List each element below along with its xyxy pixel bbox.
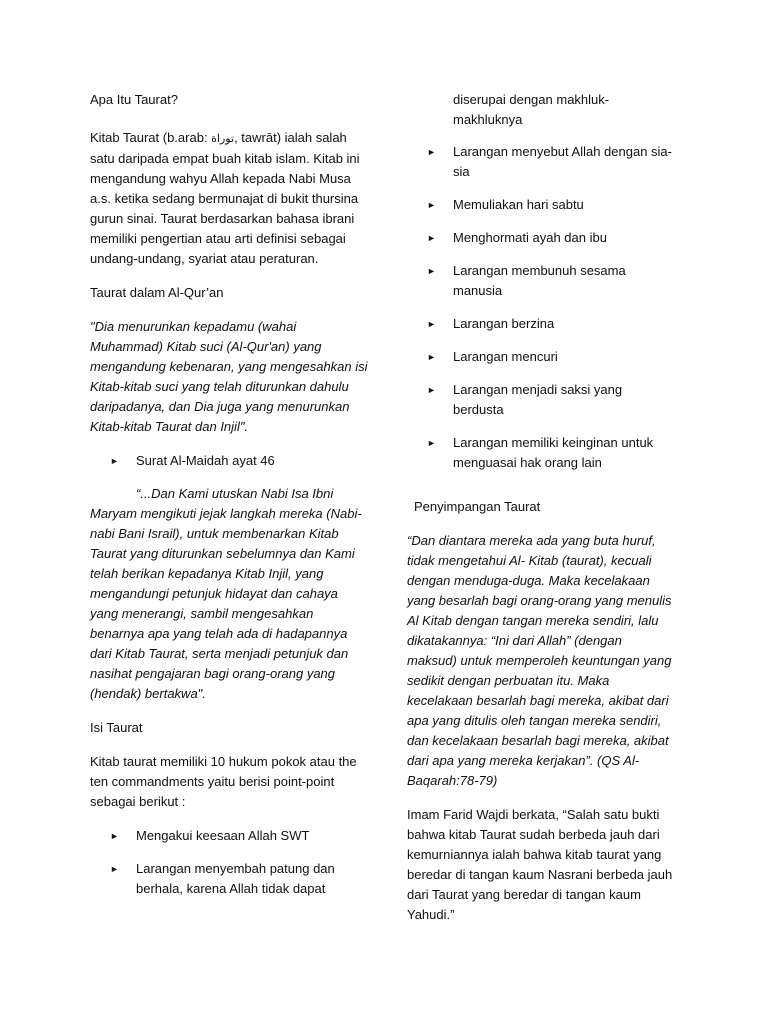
quote-al-maidah: “...Dan Kami utuskan Nabi Isa Ibni Maryam mengikuti jejak langkah mereka (Nabi-nabi Bani Israil), untuk membenarkan Kitab Taurat yang diturunkan sebelumnya dan Kami telah berikan kepadanya Kitab Injil, yang mengandungi petunjuk hidayat dan cahaya yang menerangi, sambil mengesahkan benarnya apa yang telah ada di hadapannya dari Kitab Taurat, serta menjadi petunjuk dan nasihat pengajaran bagi orang-orang yang (hendak) bertakwa". [90, 486, 362, 701]
quote-al-imran: "Dia menurunkan kepadamu (wahai Muhammad) Kitab suci (Al-Qur'an) yang mengandung kebenaran, yang mengesahkan isi Kitab-kitab suci yang telah diturunkan dahulu daripadanya, dan Dia juga yang menurunkan Kitab-kitab Taurat dan Injil". [90, 319, 368, 434]
list-item [90, 859, 368, 899]
commandment-text: Larangan menyebut Allah dengan sia-sia [453, 144, 672, 179]
list-item [407, 314, 675, 334]
commandment-text: Larangan menjadi saksi yang berdusta [453, 382, 623, 417]
section-heading-penyimpangan: Penyimpangan Taurat [414, 499, 541, 514]
list-item [90, 826, 368, 846]
commandments-list-left [90, 826, 368, 899]
triangle-bullet-icon: ► [427, 147, 436, 157]
intro-rest: ) ialah salah satu daripada empat buah kitab islam. Kitab ini mengandung wahyu Allah kepada Nabi Musa a.s. ketika sedang bermunajat di bukit thursina gurun sinai. Taurat berdasarkan bahasa ibrani memiliki pengertian atau arti definisi sebagai undang-undang, syariat atau peraturan. [90, 130, 360, 266]
intro-after-arabic: , tawrāt [234, 130, 277, 145]
list-item [407, 347, 675, 367]
intro-prefix: Kitab Taurat (b.arab: [90, 130, 212, 145]
triangle-bullet-icon: ► [427, 266, 436, 276]
list-item [90, 451, 368, 471]
list-item [407, 195, 675, 215]
triangle-bullet-icon: ► [427, 233, 436, 243]
commandment-text: Larangan menyembah patung dan berhala, karena Allah tidak dapat [136, 861, 335, 896]
quote-al-baqarah [407, 531, 675, 791]
commandment-text: Larangan memiliki keinginan untuk menguasai hak orang lain [453, 435, 654, 470]
triangle-bullet-icon: ► [110, 864, 119, 874]
surah-bullet-list [90, 451, 368, 471]
triangle-bullet-icon: ► [110, 831, 119, 841]
commandment-text: Larangan mencuri [453, 349, 558, 364]
commandment-text: Larangan berzina [453, 316, 555, 331]
list-item [407, 261, 675, 301]
triangle-bullet-icon: ► [427, 438, 436, 448]
farid-wajdi-paragraph: Imam Farid Wajdi berkata, “Salah satu bukti bahwa kitab Taurat sudah berbeda jauh dari kemurniannya ialah bahwa kitab taurat yang beredar di tangan kaum Nasrani berbeda jauh dari Taurat yang beredar di tangan kaum Yahudi.” [407, 807, 673, 922]
isi-paragraph: Kitab taurat memiliki 10 hukum pokok atau the ten commandments yaitu berisi point-point sebagai berikut : [90, 754, 357, 809]
quote-reference: (QS Al-Baqarah:78-79) [407, 753, 640, 788]
commandment-text: Memuliakan hari sabtu [453, 197, 584, 212]
triangle-bullet-icon: ► [427, 352, 436, 362]
commandment-continuation: diserupai dengan makhluk-makhluknya [453, 92, 610, 127]
list-item [407, 380, 675, 420]
left-column [90, 90, 368, 912]
document-title: Apa Itu Taurat? [90, 92, 178, 107]
commandment-text: Mengakui keesaan Allah SWT [136, 828, 310, 843]
quote-al-baqarah-text: “Dan diantara mereka ada yang buta huruf, tidak mengetahui Al- Kitab (taurat), kecuali dengan menduga-duga. Maka kecelakaan yang besarlah bagi orang-orang yang menulis Al Kitab dengan tangan mereka sendiri, lalu dikatakannya: “Ini dari Allah” (dengan maksud) untuk memperoleh keuntungan yang sedikit dengan perbuatan itu. Maka kecelakaan besarlah bagi mereka, akibat dari apa yang ditulis oleh tangan mereka sendiri, dan kecelakaan besarlah bagi mereka, akibat dari apa yang mereka kerjakan”. [407, 533, 672, 768]
list-item [407, 228, 675, 248]
triangle-bullet-icon: ► [427, 200, 436, 210]
commandments-list-right [407, 142, 675, 473]
intro-paragraph [90, 128, 368, 269]
right-column [407, 90, 675, 939]
commandment-text: Larangan membunuh sesama manusia [453, 263, 626, 298]
triangle-bullet-icon: ► [427, 385, 436, 395]
section-heading-isi: Isi Taurat [90, 720, 143, 735]
surah-reference: Surat Al-Maidah ayat 46 [136, 453, 275, 468]
triangle-bullet-icon: ► [110, 456, 119, 466]
list-item [407, 433, 675, 473]
triangle-bullet-icon: ► [427, 319, 436, 329]
commandment-text: Menghormati ayah dan ibu [453, 230, 607, 245]
section-heading-quran: Taurat dalam Al-Qur’an [90, 285, 224, 300]
list-item [407, 142, 675, 182]
intro-arabic: توراة [211, 132, 235, 145]
